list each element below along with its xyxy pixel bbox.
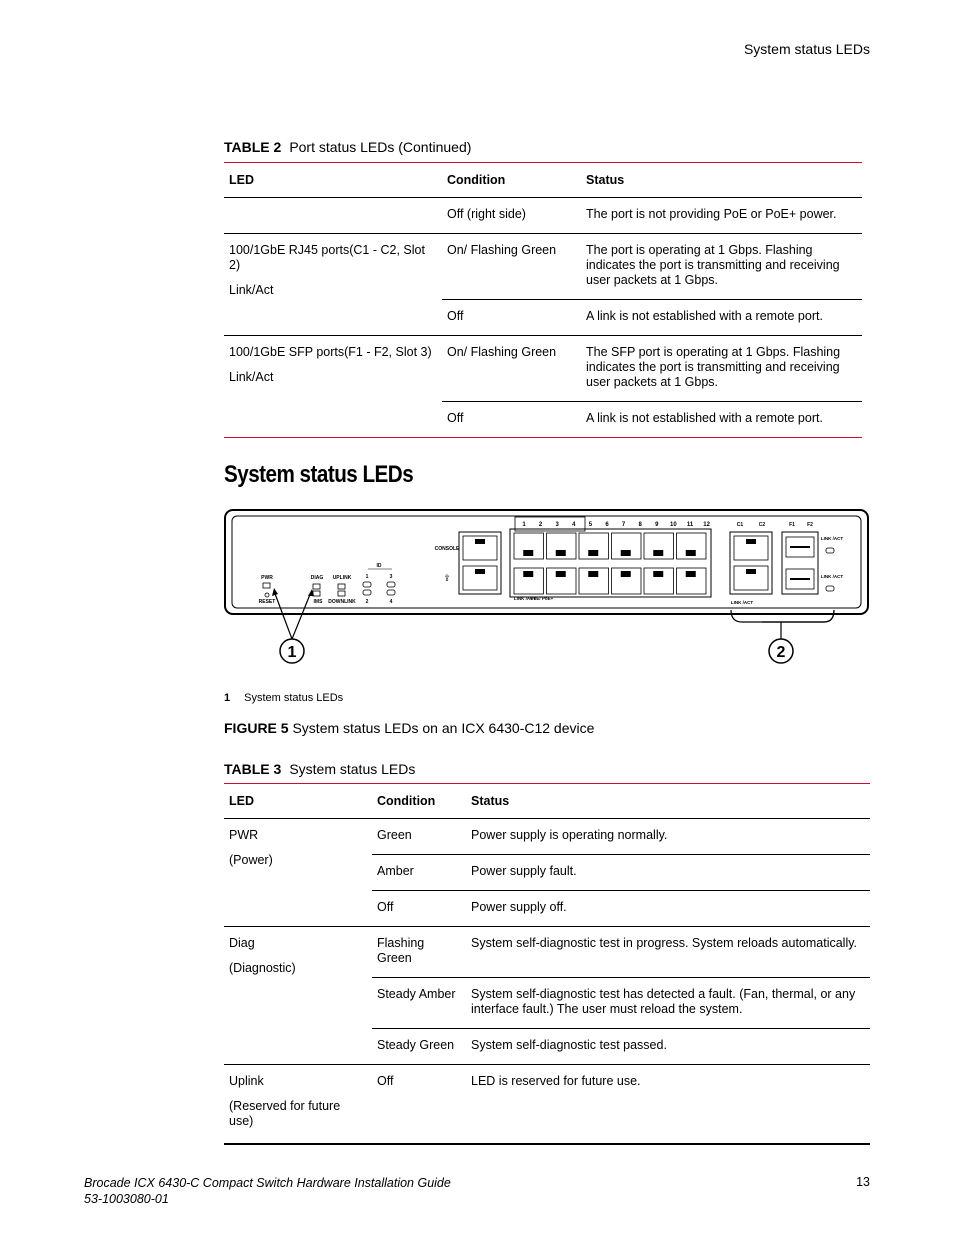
- table2-cell-condition: Off: [447, 411, 464, 425]
- f2-link-act-label: LINK /ACT: [820, 574, 844, 579]
- rj45-port-latch: [588, 571, 598, 577]
- table3-cell-condition: Off: [372, 891, 466, 927]
- table2-header-row: [224, 163, 862, 198]
- rj45-port-latch: [653, 550, 663, 556]
- rj45-port-latch: [556, 571, 566, 577]
- figure-caption-text: System status LEDs on an ICX 6430-C12 device: [292, 720, 595, 736]
- section-title: System status LEDs: [224, 461, 414, 488]
- legend-number: 1: [224, 692, 231, 704]
- port-number-label: 6: [605, 522, 609, 528]
- table3-cell-condition: Steady Amber: [372, 978, 466, 1029]
- rj45-port-latch: [588, 550, 598, 556]
- table2-cell-led: [224, 336, 442, 438]
- table3-caption: [224, 761, 415, 777]
- table3-cell-led: [224, 927, 372, 1065]
- figure-caption: [224, 720, 594, 736]
- figure-number: FIGURE 5: [224, 720, 289, 736]
- id4-label: 4: [389, 599, 393, 605]
- rj45-port-latch: [523, 571, 533, 577]
- table2-cell-status: The port is operating at 1 Gbps. Flashing indicates the port is transmitting and receiving user packets at 1 Gbps.: [581, 234, 862, 300]
- table3-title: System status LEDs: [289, 761, 416, 777]
- table3-header-condition: Condition: [372, 784, 466, 819]
- id2-label: 2: [365, 599, 369, 605]
- f1-label: F1: [789, 522, 795, 528]
- table2-title: Port status LEDs (Continued): [289, 139, 472, 155]
- footer-doc-number: 53-1003080-01: [84, 1192, 169, 1206]
- footer-guide: [84, 1175, 451, 1207]
- led-name: 100/1GbE RJ45 ports(C1 - C2, Slot 2): [229, 243, 425, 272]
- table2-cell-condition: Off: [442, 300, 581, 336]
- c1-label: C1: [736, 522, 744, 528]
- led-name: Uplink: [229, 1074, 264, 1088]
- led-name: Diag: [229, 936, 255, 950]
- port-number-label: 8: [638, 522, 642, 528]
- port-number-label: 10: [670, 522, 677, 528]
- table2-caption: [224, 139, 471, 155]
- table3-cell-led: [224, 819, 372, 927]
- table3-header-row: [224, 784, 870, 819]
- table3-cell-status: System self-diagnostic test passed.: [466, 1029, 870, 1065]
- table2-cell-condition: On/ Flashing Green: [442, 234, 581, 300]
- running-header: System status LEDs: [743, 41, 870, 57]
- f1-link-act-label: LINK /ACT: [820, 536, 844, 541]
- c-link-act-label: LINK /ACT: [730, 600, 754, 605]
- port-number-label: 5: [588, 522, 593, 528]
- poe-label: PoE/ PoE+: [530, 596, 554, 601]
- mgmt-port-latch: [475, 569, 485, 574]
- console-label: CONSOLE: [434, 546, 460, 552]
- rj45-port-latch: [686, 571, 696, 577]
- usb-icon: ⇪: [443, 573, 451, 583]
- table3-cell-condition: Flashing Green: [372, 927, 466, 978]
- table2-cell-status: A link is not established with a remote port.: [586, 411, 823, 425]
- table3-header-led: LED: [224, 784, 372, 819]
- footer-guide-title: Brocade ICX 6430-C Compact Switch Hardware Installation Guide: [84, 1176, 451, 1190]
- table3-cell-status: System self-diagnostic test in progress. System reloads automatically.: [466, 927, 870, 978]
- table3-cell-status: Power supply fault.: [466, 855, 870, 891]
- callout1-number: 1: [287, 644, 297, 661]
- c2-label: C2: [758, 522, 766, 528]
- table3-cell-status: Power supply is operating normally.: [466, 819, 870, 855]
- f2-label: F2: [807, 522, 813, 528]
- led-subtext: (Reserved for future use): [229, 1099, 341, 1128]
- led-subtext: Link/Act: [229, 370, 274, 384]
- rj45-port-latch: [621, 571, 631, 577]
- table2-cell-status: A link is not established with a remote port.: [581, 300, 862, 336]
- id-label: ID: [376, 563, 382, 569]
- pwr-label: PWR: [261, 575, 273, 581]
- table-row: [224, 234, 862, 300]
- port-number-label: 7: [621, 522, 626, 528]
- port-number-label: 1: [522, 522, 526, 528]
- table-row: [224, 1065, 870, 1145]
- rj45-port-latch: [523, 550, 533, 556]
- diag-label: DIAG: [310, 575, 324, 581]
- led-subtext: (Diagnostic): [229, 961, 296, 975]
- table3-cell-status: Power supply off.: [466, 891, 870, 927]
- table3-cell-condition: Steady Green: [372, 1029, 466, 1065]
- table3-cell-condition: Green: [372, 819, 466, 855]
- table3-number: TABLE 3: [224, 761, 282, 777]
- table2-number: TABLE 2: [224, 139, 282, 155]
- figure-legend: [224, 692, 343, 704]
- console-port-latch: [475, 539, 485, 544]
- table2-cell-led: [224, 234, 442, 336]
- table2-header-status: Status: [581, 163, 862, 198]
- table2-cell-condition: Off (right side): [442, 198, 581, 234]
- rj45-port-latch: [686, 550, 696, 556]
- table-row: [224, 819, 870, 855]
- link-act-label: LINK /ACT: [513, 596, 537, 601]
- rj45-port-latch: [556, 550, 566, 556]
- led-subtext: (Power): [229, 853, 273, 867]
- port-number-label: 11: [686, 522, 694, 528]
- rj45-port-latch: [653, 571, 663, 577]
- port-number-label: 9: [655, 522, 659, 528]
- port-number-label: 12: [703, 522, 710, 528]
- table3-cell-condition: Off: [377, 1074, 394, 1088]
- table3-cell-condition: Amber: [372, 855, 466, 891]
- table3-cell-status: LED is reserved for future use.: [471, 1074, 641, 1088]
- table3-cell-status: System self-diagnostic test has detected a fault. (Fan, thermal, or any interface fault.) The user must reload the system.: [466, 978, 870, 1029]
- downlink-label: DOWNLINK: [328, 599, 356, 605]
- led-subtext: Link/Act: [229, 283, 274, 297]
- table-row: [224, 198, 862, 234]
- table-row: [224, 336, 862, 402]
- table3: [224, 783, 870, 1145]
- page-number: 13: [856, 1175, 870, 1189]
- table2-header-condition: Condition: [442, 163, 581, 198]
- id3-label: 3: [389, 574, 393, 580]
- rj45-port-latch: [621, 550, 631, 556]
- led-name: PWR: [229, 828, 259, 842]
- legend-text: System status LEDs: [244, 692, 344, 704]
- uplink-label: UPLINK: [332, 575, 352, 581]
- device-front-panel-figure: [222, 506, 872, 676]
- table2-cell-status: The port is not providing PoE or PoE+ power.: [581, 198, 862, 234]
- port-number-label: 4: [572, 522, 576, 528]
- table2: [224, 162, 862, 438]
- table3-cell-led: [224, 1065, 372, 1145]
- port-number-label: 3: [555, 522, 559, 528]
- table2-cell-led: [224, 198, 442, 234]
- reset-label: RESET: [258, 599, 276, 605]
- table2-header-led: LED: [224, 163, 442, 198]
- port-number-label: 2: [538, 522, 543, 528]
- led-name: 100/1GbE SFP ports(F1 - F2, Slot 3): [229, 345, 432, 359]
- table2-cell-status: The SFP port is operating at 1 Gbps. Flashing indicates the port is transmitting and receiving user packets at 1 Gbps.: [581, 336, 862, 402]
- table3-header-status: Status: [466, 784, 870, 819]
- ims-label: IMS: [313, 599, 323, 605]
- id1-label: 1: [365, 574, 369, 580]
- table-row: [224, 927, 870, 978]
- table2-cell-condition: On/ Flashing Green: [442, 336, 581, 402]
- callout2-number: 2: [776, 644, 786, 661]
